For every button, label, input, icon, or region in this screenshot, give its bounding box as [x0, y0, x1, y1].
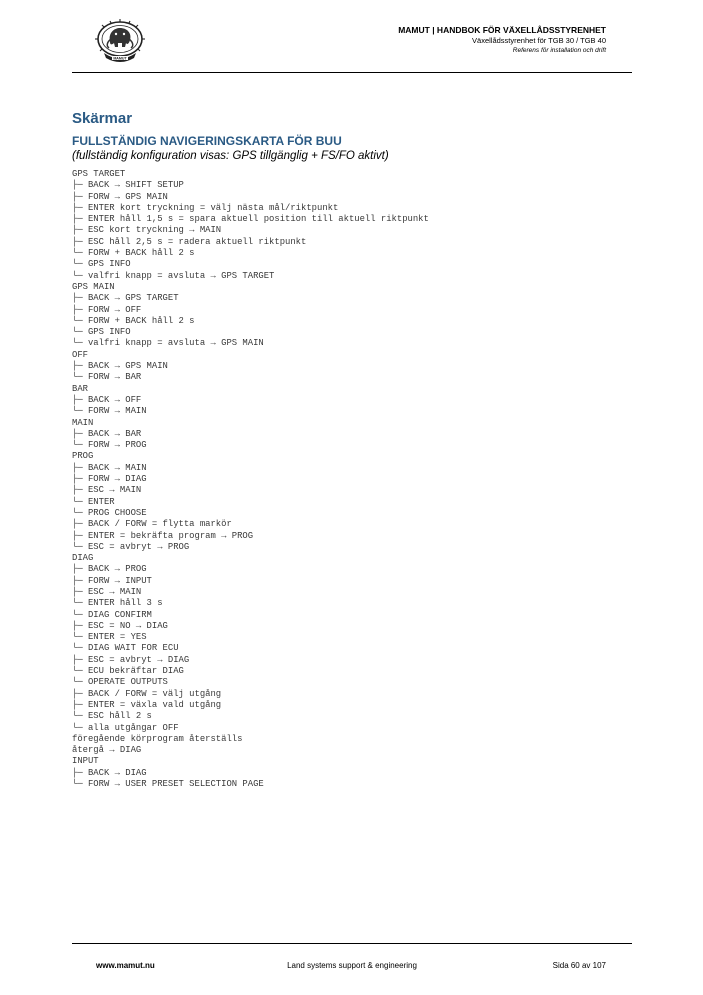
tree-line: └─ ESC = avbryt → PROG: [72, 541, 190, 552]
tree-line: ├─ BACK → OFF: [72, 394, 142, 405]
tree-line: ├─ ESC → MAIN: [72, 485, 142, 496]
tree-line: ├─ ESC → MAIN: [72, 586, 142, 597]
tree-line: återgå → DIAG: [72, 745, 142, 756]
footer-website-link[interactable]: www.mamut.nu: [96, 961, 155, 970]
tree-line: └─ GPS INFO: [72, 327, 131, 338]
tree-line: └─ GPS INFO: [72, 259, 131, 270]
tree-line: ├─ ESC kort tryckning → MAIN: [72, 225, 222, 236]
header-subtitle: Växellådsstyrenhet för TGB 30 / TGB 40: [472, 36, 606, 45]
tree-line: └─ ECU bekräftar DIAG: [72, 666, 184, 677]
tree-line: ├─ FORW → GPS MAIN: [72, 191, 168, 202]
tree-line: ├─ FORW → OFF: [72, 304, 142, 315]
header-title: MAMUT | HANDBOK FÖR VÄXELLÅDSSTYRENHET: [398, 25, 606, 35]
page-content: [72, 110, 632, 790]
tree-line: └─ FORW → MAIN: [72, 406, 147, 417]
section-title: Skärmar: [72, 110, 133, 127]
tree-line: MAIN: [72, 417, 94, 428]
tree-line: ├─ ENTER kort tryckning = välj nästa mål/riktpunkt: [72, 202, 339, 213]
tree-line: GPS MAIN: [72, 281, 115, 292]
configuration-note: (fullständig konfiguration visas: GPS tillgänglig + FS/FO aktivt): [72, 150, 389, 162]
tree-line: PROG: [72, 451, 94, 462]
tree-line: ├─ BACK / FORW = flytta markör: [72, 519, 232, 530]
page-footer: [72, 943, 632, 974]
page-header: [72, 16, 632, 73]
tree-line: └─ ESC håll 2 s: [72, 711, 152, 722]
tree-line: ├─ FORW → DIAG: [72, 474, 147, 485]
tree-line: └─ ENTER: [72, 496, 115, 507]
tree-line: föregående körprogram återställs: [72, 733, 243, 744]
mamut-logo-icon: [94, 18, 146, 64]
tree-line: └─ FORW → BAR: [72, 372, 142, 383]
tree-line: └─ FORW → USER PRESET SELECTION PAGE: [72, 779, 264, 790]
tree-line: └─ ENTER håll 3 s: [72, 598, 163, 609]
tree-line: └─ ENTER = YES: [72, 632, 147, 643]
tree-line: BAR: [72, 383, 88, 394]
svg-text:MAMUT: MAMUT: [113, 56, 127, 61]
tree-line: ├─ BACK → MAIN: [72, 462, 147, 473]
tree-line: ├─ BACK → BAR: [72, 428, 142, 439]
navigation-tree: [72, 169, 632, 790]
tree-line: GPS TARGET: [72, 169, 126, 179]
tree-line: ├─ BACK → DIAG: [72, 767, 147, 778]
tree-line: └─ valfri knapp = avsluta → GPS TARGET: [72, 270, 275, 281]
tree-line: ├─ BACK → GPS MAIN: [72, 361, 168, 372]
tree-line: ├─ ESC håll 2,5 s = radera aktuell riktpunkt: [72, 236, 307, 247]
tree-line: ├─ ENTER håll 1,5 s = spara aktuell position till aktuell riktpunkt: [72, 214, 429, 225]
header-subtitle-italic: Referens för installation och drift: [512, 47, 606, 54]
tree-line: └─ FORW + BACK håll 2 s: [72, 315, 195, 326]
footer-page-number: Sida 60 av 107: [552, 961, 606, 970]
tree-line: OFF: [72, 349, 88, 360]
tree-line: ├─ BACK → SHIFT SETUP: [72, 180, 184, 191]
tree-line: └─ FORW + BACK håll 2 s: [72, 248, 195, 259]
tree-line: └─ DIAG WAIT FOR ECU: [72, 643, 179, 654]
tree-line: ├─ BACK → PROG: [72, 564, 147, 575]
footer-company-tagline: Land systems support & engineering: [287, 961, 417, 970]
tree-line: └─ alla utgångar OFF: [72, 722, 179, 733]
tree-line: └─ DIAG CONFIRM: [72, 609, 152, 620]
tree-line: ├─ BACK / FORW = välj utgång: [72, 688, 222, 699]
tree-line: └─ valfri knapp = avsluta → GPS MAIN: [72, 338, 264, 349]
tree-line: ├─ ENTER = bekräfta program → PROG: [72, 530, 254, 541]
tree-line: └─ OPERATE OUTPUTS: [72, 677, 168, 688]
tree-line: ├─ ENTER = växla vald utgång: [72, 699, 222, 710]
header-text-block: [398, 24, 606, 56]
tree-line: ├─ FORW → INPUT: [72, 575, 152, 586]
tree-line: ├─ ESC = NO → DIAG: [72, 620, 168, 631]
tree-line: DIAG: [72, 553, 94, 564]
tree-line: INPUT: [72, 756, 99, 767]
tree-line: ├─ BACK → GPS TARGET: [72, 293, 179, 304]
navigation-map-title: FULLSTÄNDIG NAVIGERINGSKARTA FÖR BUU: [72, 134, 342, 148]
tree-line: ├─ ESC = avbryt → DIAG: [72, 654, 190, 665]
tree-line: └─ FORW → PROG: [72, 440, 147, 451]
tree-line: └─ PROG CHOOSE: [72, 507, 147, 518]
